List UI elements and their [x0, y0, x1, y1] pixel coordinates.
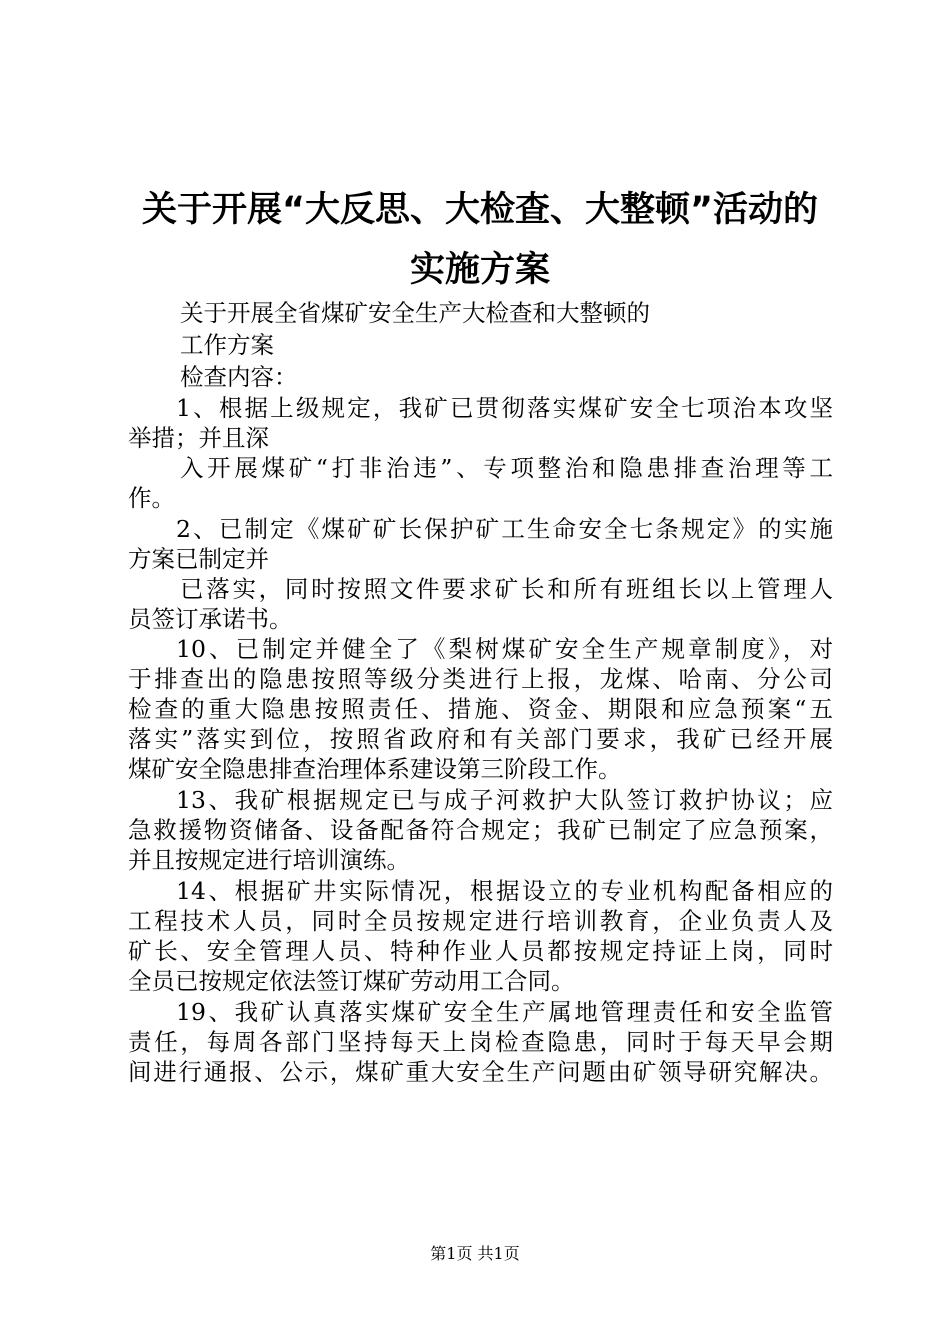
text-line: 责任，每周各部门坚持每天上岗检查隐患，同时于每天早会期	[128, 1028, 833, 1056]
text-line: 落实”落实到位，按照省政府和有关部门要求，我矿已经开展	[128, 725, 833, 753]
text-line: 检查内容：	[180, 363, 298, 391]
text-line: 并且按规定进行培训演练。	[128, 846, 410, 874]
document-title-line-2: 实施方案	[409, 250, 550, 290]
text-line: 19、我矿认真落实煤矿安全生产属地管理责任和安全监管	[176, 998, 833, 1026]
text-line: 作。	[128, 484, 175, 512]
text-line: 14、根据矿井实际情况，根据设立的专业机构配备相应的	[176, 877, 833, 905]
text-line: 入开展煤矿“打非治违”、专项整治和隐患排查治理等工	[180, 454, 833, 482]
text-line: 间进行通报、公示，煤矿重大安全生产问题由矿领导研究解决。	[128, 1058, 833, 1086]
text-line: 全员已按规定依法签订煤矿劳动用工合同。	[128, 967, 575, 995]
text-line: 2、已制定《煤矿矿长保护矿工生命安全七条规定》的实施	[176, 515, 833, 543]
text-line: 急救援物资储备、设备配备符合规定；我矿已制定了应急预案，	[128, 816, 833, 844]
page-number-footer: 第1页 共1页	[430, 1244, 520, 1263]
document-title-line-1: 关于开展“大反思、大检查、大整顿”活动的	[141, 190, 818, 230]
text-line: 于排查出的隐患按照等级分类进行上报，龙煤、哈南、分公司	[128, 665, 833, 693]
text-line: 方案已制定并	[128, 545, 269, 573]
text-line: 工作方案	[180, 331, 274, 359]
text-line: 举措；并且深	[128, 424, 269, 452]
text-line: 13、我矿根据规定已与成子河救护大队签订救护协议；应	[176, 786, 833, 814]
text-line: 已落实，同时按照文件要求矿长和所有班组长以上管理人	[180, 575, 833, 603]
text-line: 矿长、安全管理人员、特种作业人员都按规定持证上岗，同时	[128, 937, 833, 965]
text-line: 检查的重大隐患按照责任、措施、资金、期限和应急预案“五	[128, 695, 833, 723]
text-line: 1、根据上级规定，我矿已贯彻落实煤矿安全七项治本攻坚	[176, 394, 833, 422]
text-line: 关于开展全省煤矿安全生产大检查和大整顿的	[180, 299, 650, 327]
text-line: 煤矿安全隐患排查治理体系建设第三阶段工作。	[128, 755, 622, 783]
text-line: 员签订承诺书。	[128, 605, 293, 633]
text-line: 10、已制定并健全了《梨树煤矿安全生产规章制度》，对	[176, 635, 833, 663]
text-line: 工程技术人员，同时全员按规定进行培训教育，企业负责人及	[128, 907, 833, 935]
